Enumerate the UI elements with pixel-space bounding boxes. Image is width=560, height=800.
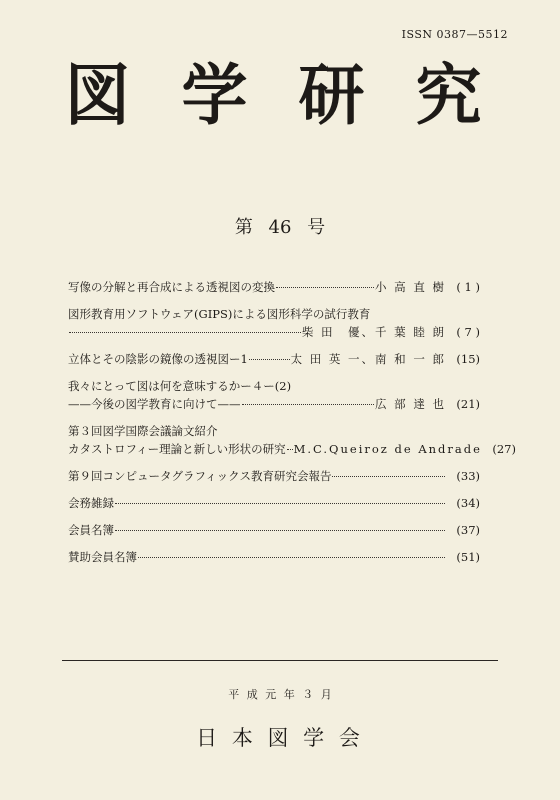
toc-title: ——今後の図学教育に向けて——: [68, 397, 241, 411]
toc-page: ( 1 ): [456, 280, 480, 294]
toc-title: 写像の分解と再合成による透視図の変換: [68, 280, 275, 294]
toc-page: ( 7 ): [456, 325, 480, 339]
toc-line: [68, 494, 480, 512]
toc-entry: [68, 467, 480, 485]
toc-title: 会務雑録: [68, 496, 114, 510]
journal-title: 図 学 研 究: [64, 56, 496, 134]
toc-line: [68, 521, 480, 539]
dot-leader: [249, 359, 290, 360]
toc-title: 図形教育用ソフトウェア(GIPS)による図形科学の試行教育: [68, 307, 371, 321]
toc-page: (51): [456, 550, 480, 564]
publication-date: 平 成 元 年 ３ 月: [228, 688, 332, 701]
dot-leader: [115, 503, 445, 504]
toc-line: [68, 395, 480, 413]
toc-line: [68, 467, 480, 485]
toc-title: カタストロフィー理論と新しい形状の研究: [68, 442, 286, 456]
toc-entry: [68, 494, 480, 512]
table-of-contents: [68, 278, 516, 575]
toc-entry: [68, 305, 480, 341]
toc-line: [68, 440, 516, 458]
toc-title: 賛助会員名簿: [68, 550, 137, 564]
toc-author: M.C.Queiroz de Andrade: [293, 442, 482, 456]
publisher-name: 日 本 図 学 会: [196, 726, 364, 750]
toc-line: [68, 278, 480, 296]
toc-entry: [68, 350, 480, 368]
dot-leader: [332, 476, 445, 477]
dot-leader: [287, 449, 293, 450]
toc-entry: [68, 377, 480, 413]
dot-leader: [242, 404, 375, 405]
dot-leader: [69, 332, 301, 333]
issn-number: ISSN 0387—5512: [401, 28, 508, 41]
toc-title: 我々にとって図は何を意味するかー４ー(2): [68, 379, 292, 393]
toc-author: 広 部 達 也: [375, 397, 446, 411]
toc-page: (34): [456, 496, 480, 510]
toc-line: [68, 305, 480, 323]
toc-line: [68, 350, 480, 368]
toc-entry: [68, 278, 480, 296]
toc-page: (37): [456, 523, 480, 537]
dot-leader: [276, 287, 374, 288]
toc-author: 柴 田 優、千 葉 睦 朗: [301, 325, 446, 339]
toc-author: 小 高 直 樹: [375, 280, 446, 294]
horizontal-rule: [62, 660, 498, 661]
toc-entry: [68, 422, 516, 458]
toc-page: (33): [456, 469, 480, 483]
toc-line: [68, 377, 480, 395]
issue-number: 第 46 号: [234, 217, 326, 238]
toc-page: (27): [492, 442, 516, 456]
dot-leader: [115, 530, 445, 531]
toc-title: 第９回コンピュータグラフィックス教育研究会報告: [68, 469, 332, 483]
toc-entry: [68, 521, 480, 539]
toc-title: 第３回図学国際会議論文紹介: [68, 424, 218, 438]
toc-line: [68, 323, 480, 341]
toc-line: [68, 422, 480, 440]
toc-author: 太 田 英 一、南 和 一 郎: [290, 352, 446, 366]
toc-title: 会員名簿: [68, 523, 114, 537]
toc-page: (21): [456, 397, 480, 411]
toc-title: 立体とその陰影の鏡像の透視図ー1: [68, 352, 248, 366]
toc-page: (15): [456, 352, 480, 366]
dot-leader: [138, 557, 445, 558]
toc-entry: [68, 548, 480, 566]
toc-line: [68, 548, 480, 566]
